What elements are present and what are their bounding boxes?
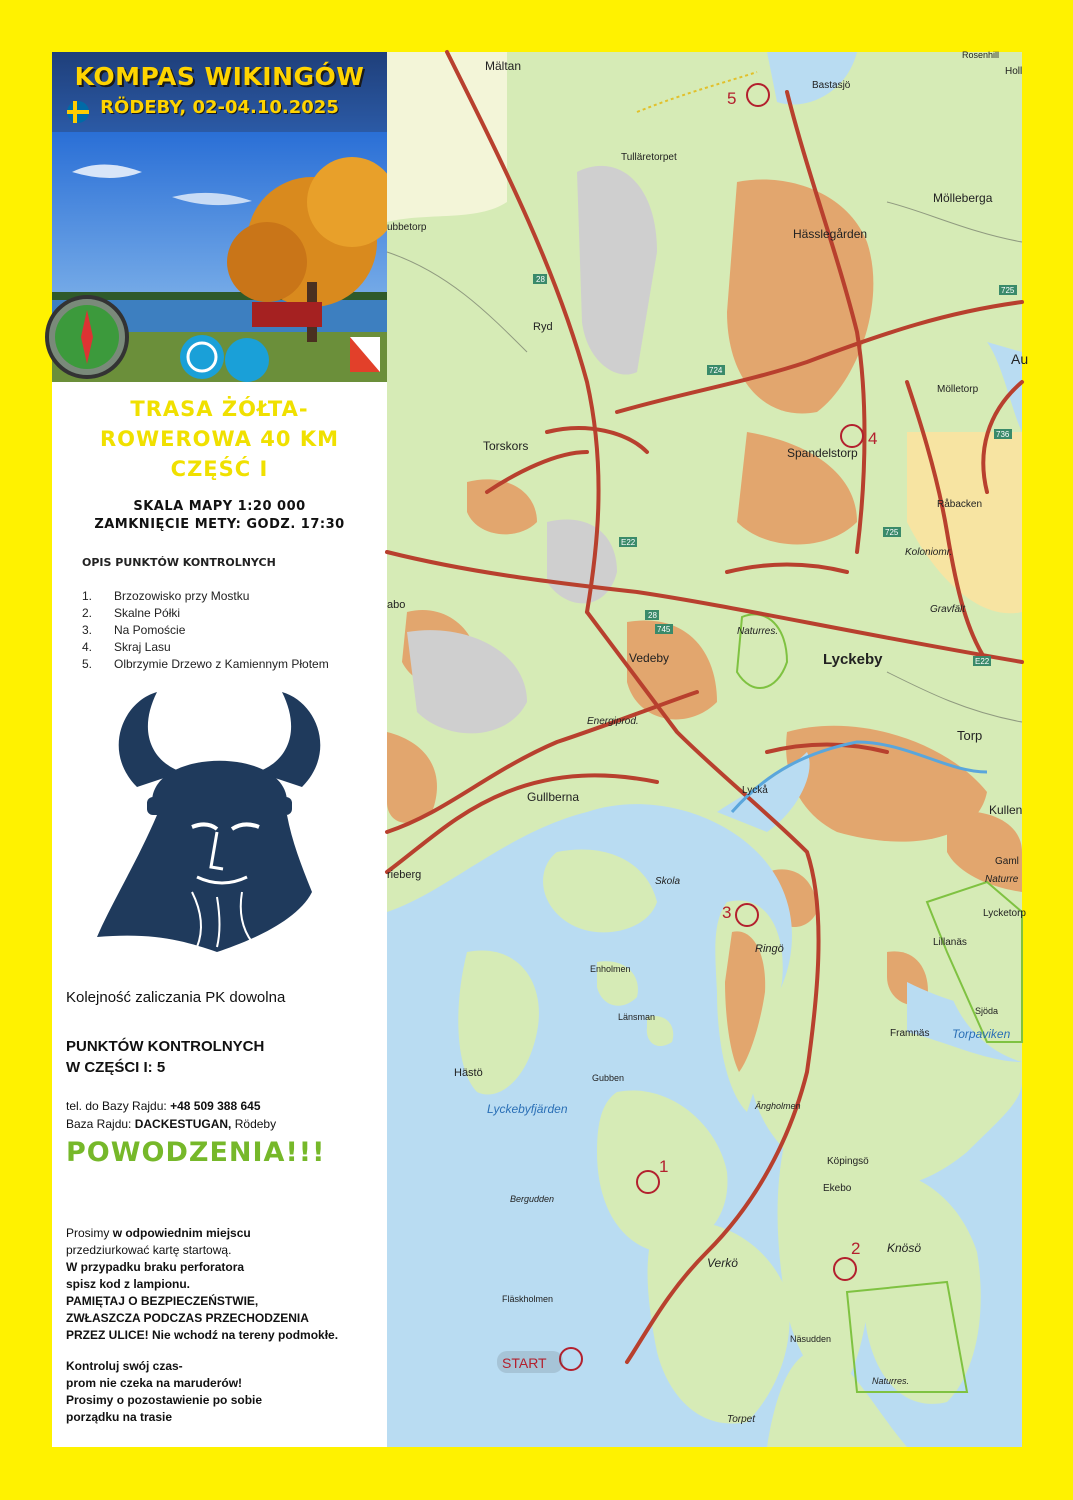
place-hasto: Hästö	[454, 1067, 483, 1079]
time-notice: Kontroluj swój czas- prom nie czeka na maruderów! Prosimy o pozostawienie po sobie porządku na trasie	[66, 1359, 263, 1424]
route-title-line3: CZĘŚĆ I	[170, 457, 269, 481]
good-luck-text: POWODZENIA!!!	[66, 1137, 326, 1168]
route-title-line2: ROWEROWA 40 KM	[99, 427, 340, 451]
place-lillanas: Lillanäs	[933, 937, 967, 948]
event-subtitle: RÖDEBY, 02-04.10.2025	[100, 97, 339, 118]
place-angholmen: Ängholmen	[755, 1101, 801, 1111]
place-naturre: Naturre	[985, 874, 1019, 885]
place-lansman: Länsman	[618, 1012, 656, 1022]
place-lyckeby: Lyckeby	[823, 651, 883, 668]
list-item: 2. Skalne Półki	[82, 606, 181, 620]
place-energiprod: Energiprod.	[587, 716, 639, 727]
road-number: 28	[536, 275, 545, 284]
base-location: Baza Rajdu: DACKESTUGAN, Rödeby	[66, 1117, 277, 1131]
place-nasudden: Näsudden	[790, 1334, 832, 1344]
place-kullen: Kullen	[989, 803, 1023, 817]
control-label-3: 3	[722, 903, 732, 922]
list-item: 1. Brzozowisko przy Mostku	[82, 589, 250, 603]
start-label: START	[502, 1355, 547, 1371]
place-molleberga: Mölleberga	[933, 191, 993, 205]
banner-header	[52, 52, 387, 132]
checkpoint-list	[82, 588, 329, 673]
orienteering-map	[387, 50, 1029, 1447]
place-ringo: Ringö	[755, 943, 784, 955]
place-torpaviken: Torpaviken	[952, 1027, 1011, 1041]
place-verko: Verkö	[707, 1256, 738, 1270]
road-number: E22	[975, 657, 990, 666]
place-ryd: Ryd	[533, 321, 553, 333]
road-number: E22	[621, 538, 636, 547]
viking-head-logo	[97, 692, 342, 952]
place-enholmen: Enholmen	[590, 964, 631, 974]
place-lycketorp: Lycketorp	[983, 908, 1026, 919]
event-title: KOMPAS WIKINGÓW	[74, 62, 365, 91]
place-gullberna: Gullberna	[527, 790, 580, 804]
autumn-lake-photo	[52, 132, 387, 382]
place-naturres: Naturres.	[737, 626, 779, 637]
place-au: Au	[1011, 351, 1029, 367]
event-banner	[52, 52, 387, 382]
road-number: 725	[885, 528, 899, 537]
info-panel	[52, 52, 387, 1447]
place-lycka: Lyckå	[742, 785, 768, 796]
poster-frame	[52, 50, 1029, 1447]
place-rabacken: Råbacken	[937, 499, 983, 510]
place-torskors: Torskors	[483, 439, 529, 453]
base-phone: tel. do Bazy Rajdu: +48 509 388 645	[66, 1099, 261, 1113]
place-sjoda: Sjöda	[975, 1006, 999, 1016]
place-hasslegarden: Hässlegården	[793, 227, 868, 241]
rules-paragraph: Prosimy w odpowiednim miejscu przedziurkować kartę startową. W przypadku braku perforatora spisz kod z lampionu. PAMIĘTAJ O BEZPIECZEŃSTWIE, ZWŁASZCZA PODCZAS PRZECHODZENIA PRZEZ ULICE! Nie wchodź na tereny podmokłe.	[66, 1226, 339, 1342]
place-framnas: Framnäs	[890, 1028, 930, 1039]
place-ekebo: Ekebo	[823, 1183, 852, 1194]
place-bergudden: Bergudden	[510, 1194, 555, 1204]
place-rosenhill: Rosenhill	[962, 50, 1000, 60]
place-lyckebyfjarden: Lyckebyfjärden	[487, 1102, 568, 1116]
place-naturres-2: Naturres.	[872, 1376, 910, 1386]
map-scale: SKALA MAPY 1:20 000	[133, 499, 306, 514]
control-label-2: 2	[851, 1239, 861, 1258]
place-maltan: Mältan	[485, 59, 522, 73]
map-canvas	[387, 50, 1029, 1447]
place-spandelstorp: Spandelstorp	[787, 446, 858, 460]
route-title-line1: TRASA ŻÓŁTA-	[130, 397, 309, 421]
place-kopingso: Köpingsö	[827, 1156, 869, 1167]
place-bastasjo: Bastasjö	[812, 80, 851, 91]
place-skola: Skola	[655, 876, 681, 887]
checkpoint-count: PUNKTÓW KONTROLNYCH W CZĘŚCI I: 5	[66, 1038, 265, 1076]
place-holl: Holl	[1005, 66, 1023, 77]
place-rieberg: rieberg	[387, 869, 422, 881]
place-gubben: Gubben	[592, 1073, 625, 1083]
place-flaskholmen: Fläskholmen	[502, 1294, 554, 1304]
control-label-1: 1	[659, 1157, 669, 1176]
place-ubbetorp: ubbetorp	[387, 222, 427, 233]
place-torpet: Torpet	[727, 1414, 755, 1425]
place-vedeby: Vedeby	[629, 651, 670, 665]
road-number: 724	[709, 366, 723, 375]
road-number: 725	[1001, 286, 1015, 295]
road-number: 28	[648, 611, 657, 620]
place-gravfalt: Gravfält	[930, 604, 966, 615]
road-number: 736	[996, 430, 1010, 439]
place-knoso: Knösö	[887, 1241, 922, 1255]
list-item: 4. Skraj Lasu	[82, 640, 171, 654]
place-molletorp: Mölletorp	[937, 384, 979, 395]
checkpoint-heading: OPIS PUNKTÓW KONTROLNYCH	[82, 556, 276, 569]
list-item: 5. Olbrzymie Drzewo z Kamiennym Płotem	[82, 657, 329, 671]
place-gamle: Gaml	[995, 856, 1019, 867]
list-item: 3. Na Pomoście	[82, 623, 186, 637]
place-tullaretorpet: Tulläretorpet	[621, 152, 677, 163]
road-number: 745	[657, 625, 671, 634]
finish-closing-time: ZAMKNIĘCIE METY: GODZ. 17:30	[94, 517, 345, 532]
place-koloniomr: Koloniomr.	[905, 547, 953, 558]
order-note: Kolejność zaliczania PK dowolna	[66, 989, 286, 1006]
place-abo: abo	[387, 599, 406, 611]
control-label-5: 5	[727, 89, 737, 108]
control-label-4: 4	[868, 429, 878, 448]
place-torp: Torp	[957, 728, 983, 743]
